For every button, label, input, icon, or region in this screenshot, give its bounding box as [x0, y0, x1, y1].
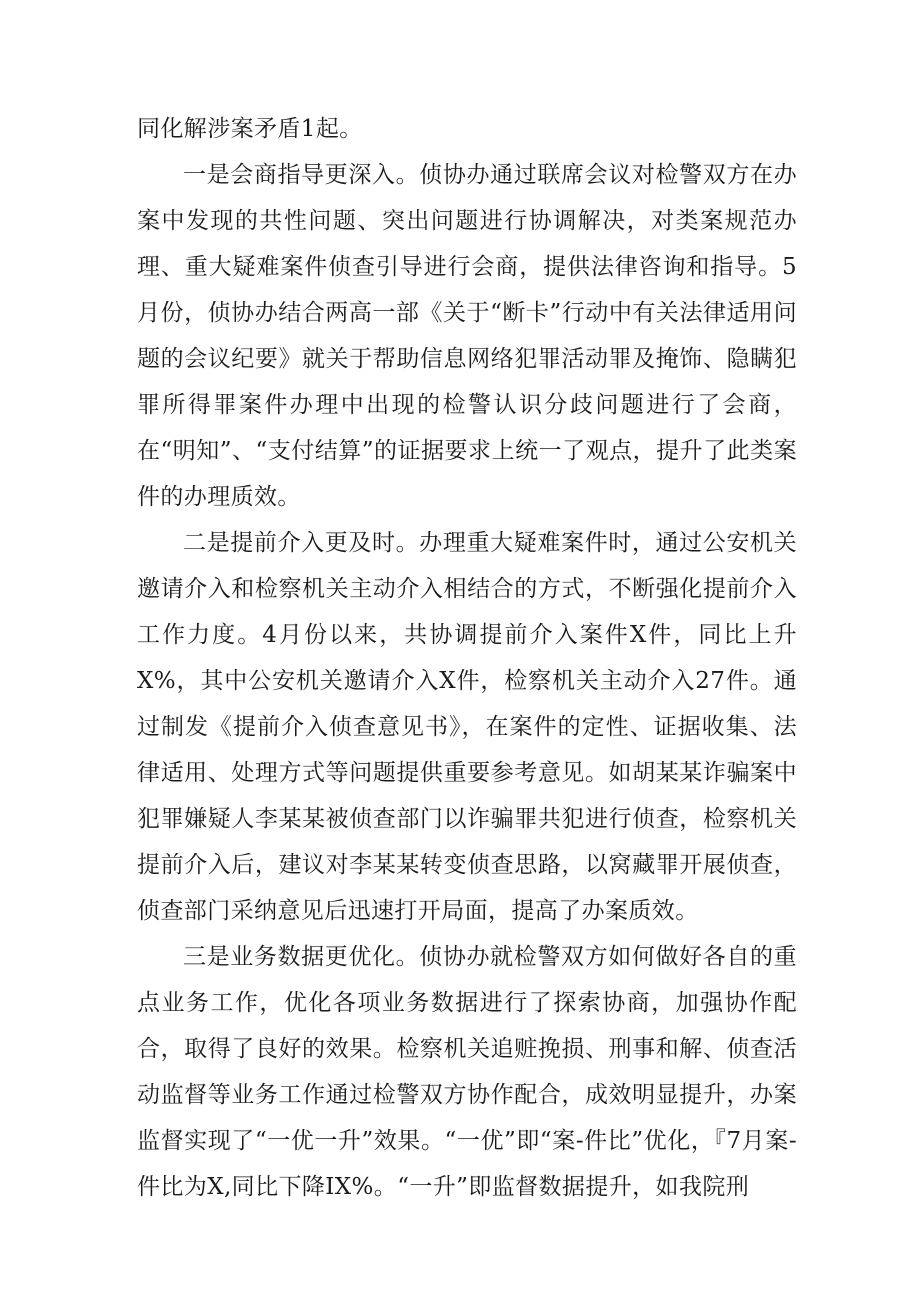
paragraph-data-optimization: 三是业务数据更优化。侦协办就检警双方如何做好各自的重点业务工作，优化各项业务数据进行了探索协商，加强协作配合，取得了良好的效果。检察机关追赃挽损、刑事和解、侦查活动监督等业务工作通过检警双方协作配合，成效明显提升，办案监督实现了“一优一升”效果。“一优”即“案-件比”优化，『7月案-件比为X,同比下降IX%。“一升”即监督数据提升，如我院刑 — [137, 944, 797, 1200]
paragraph-consultation-guidance: 一是会商指导更深入。侦协办通过联席会议对检警双方在办案中发现的共性问题、突出问题进行协调解决，对类案规范办理、重大疑难案件侦查引导进行会商，提供法律咨询和指导。5月份，侦协办结合两高一部《关于“断卡”行动中有关法律适用问题的会议纪要》就关于帮助信息网络犯罪活动罪及掩饰、隐瞒犯罪所得罪案件办理中出现的检警认识分歧问题进行了会商，在“明知”、“支付结算”的证据要求上统一了观点，提升了此类案件的办理质效。 — [137, 162, 797, 510]
paragraph-continuation: 同化解涉案矛盾1起。 — [137, 116, 363, 142]
paragraph-early-intervention: 二是提前介入更及时。办理重大疑难案件时，通过公安机关邀请介入和检察机关主动介入相结合的方式，不断强化提前介入工作力度。4月份以来，共协调提前介入案件X件，同比上升X%，其中公安机关邀请介入X件，检察机关主动介入27件。通过制发《提前介入侦查意见书》，在案件的定性、证据收集、法律适用、处理方式等问题提供重要参考意见。如胡某某诈骗案中犯罪嫌疑人李某某被侦查部门以诈骗罪共犯进行侦查，检察机关提前介入后，建议对李某某转变侦查思路，以窝藏罪开展侦查，侦查部门采纳意见后迅速打开局面，提高了办案质效。 — [137, 530, 797, 924]
document-body — [137, 106, 797, 1210]
